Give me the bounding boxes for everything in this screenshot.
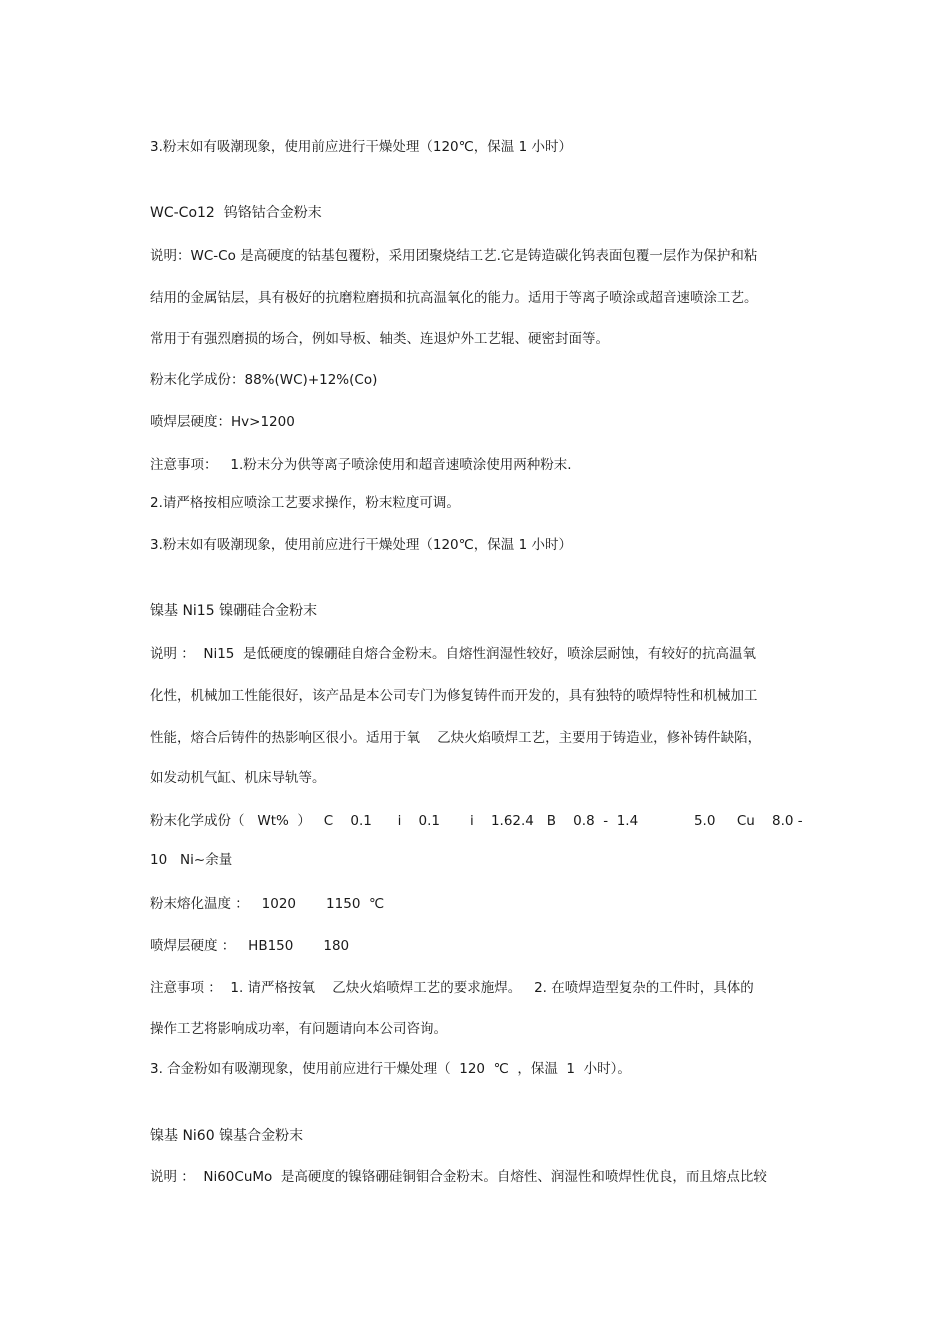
text-line: 3.粉末如有吸潮现象，使用前应进行干燥处理（120℃，保温 1 小时）	[150, 537, 572, 553]
text-line: 3.粉末如有吸潮现象，使用前应进行干燥处理（120℃，保温 1 小时）	[150, 139, 572, 155]
text-line: 化性，机械加工性能很好，该产品是本公司专门为修复铸件而开发的，具有独特的喷焊特性和机械加工	[150, 688, 758, 704]
text-line: 注意事项： 1.粉末分为供等离子喷涂使用和超音速喷涂使用两种粉末.	[150, 457, 572, 473]
section-heading: 镍基 Ni15 镍硼硅合金粉末	[150, 603, 318, 619]
text-line: 喷焊层硬度：Hv>1200	[150, 414, 295, 430]
text-line: 2.请严格按相应喷涂工艺要求操作，粉末粒度可调。	[150, 495, 460, 511]
text-line: 粉末化学成份（ Wt% ） C 0.1 i 0.1 i 1.62.4 B 0.8 - 1.4 5.0 Cu 8.0 -	[150, 813, 803, 829]
text-line: 3. 合金粉如有吸潮现象，使用前应进行干燥处理（ 120 ℃ ，保温 1 小时）。	[150, 1061, 631, 1077]
text-line: 性能，熔合后铸件的热影响区很小。适用于氧 乙炔火焰喷焊工艺，主要用于铸造业，修补铸件缺陷，	[150, 730, 762, 746]
text-line: 结用的金属钴层，具有极好的抗磨粒磨损和抗高温氧化的能力。适用于等离子喷涂或超音速喷涂工艺。	[150, 290, 758, 306]
section-heading: 镍基 Ni60 镍基合金粉末	[150, 1128, 304, 1144]
text-line: 操作工艺将影响成功率，有问题请向本公司咨询。	[150, 1021, 447, 1037]
text-line: 说明 ： Ni15 是低硬度的镍硼硅自熔合金粉末。自熔性润湿性较好，喷涂层耐蚀，有较好的抗高温氧	[150, 646, 756, 662]
text-line: 说明 ： Ni60CuMo 是高硬度的镍铬硼硅铜钼合金粉末。自熔性、润湿性和喷焊性优良，而且熔点比较	[150, 1169, 767, 1185]
text-line: 常用于有强烈磨损的场合，例如导板、轴类、连退炉外工艺辊、硬密封面等。	[150, 331, 609, 347]
text-line: 粉末化学成份：88%(WC)+12%(Co)	[150, 372, 378, 388]
text-line: 粉末熔化温度 ： 1020 1150 ℃	[150, 896, 385, 912]
text-line: 10 Ni~余量	[150, 852, 233, 868]
text-line: 如发动机气缸、机床导轨等。	[150, 770, 326, 786]
text-line: 喷焊层硬度 ： HB150 180	[150, 938, 350, 954]
section-heading: WC-Co12 钨铬钴合金粉末	[150, 205, 322, 221]
text-line: 说明：WC-Co 是高硬度的钴基包覆粉，采用团聚烧结工艺.它是铸造碳化钨表面包覆一层作为保护和粘	[150, 248, 758, 264]
text-line: 注意事项 ： 1. 请严格按氧 乙炔火焰喷焊工艺的要求施焊。 2. 在喷焊造型复杂的工件时，具体的	[150, 980, 754, 996]
